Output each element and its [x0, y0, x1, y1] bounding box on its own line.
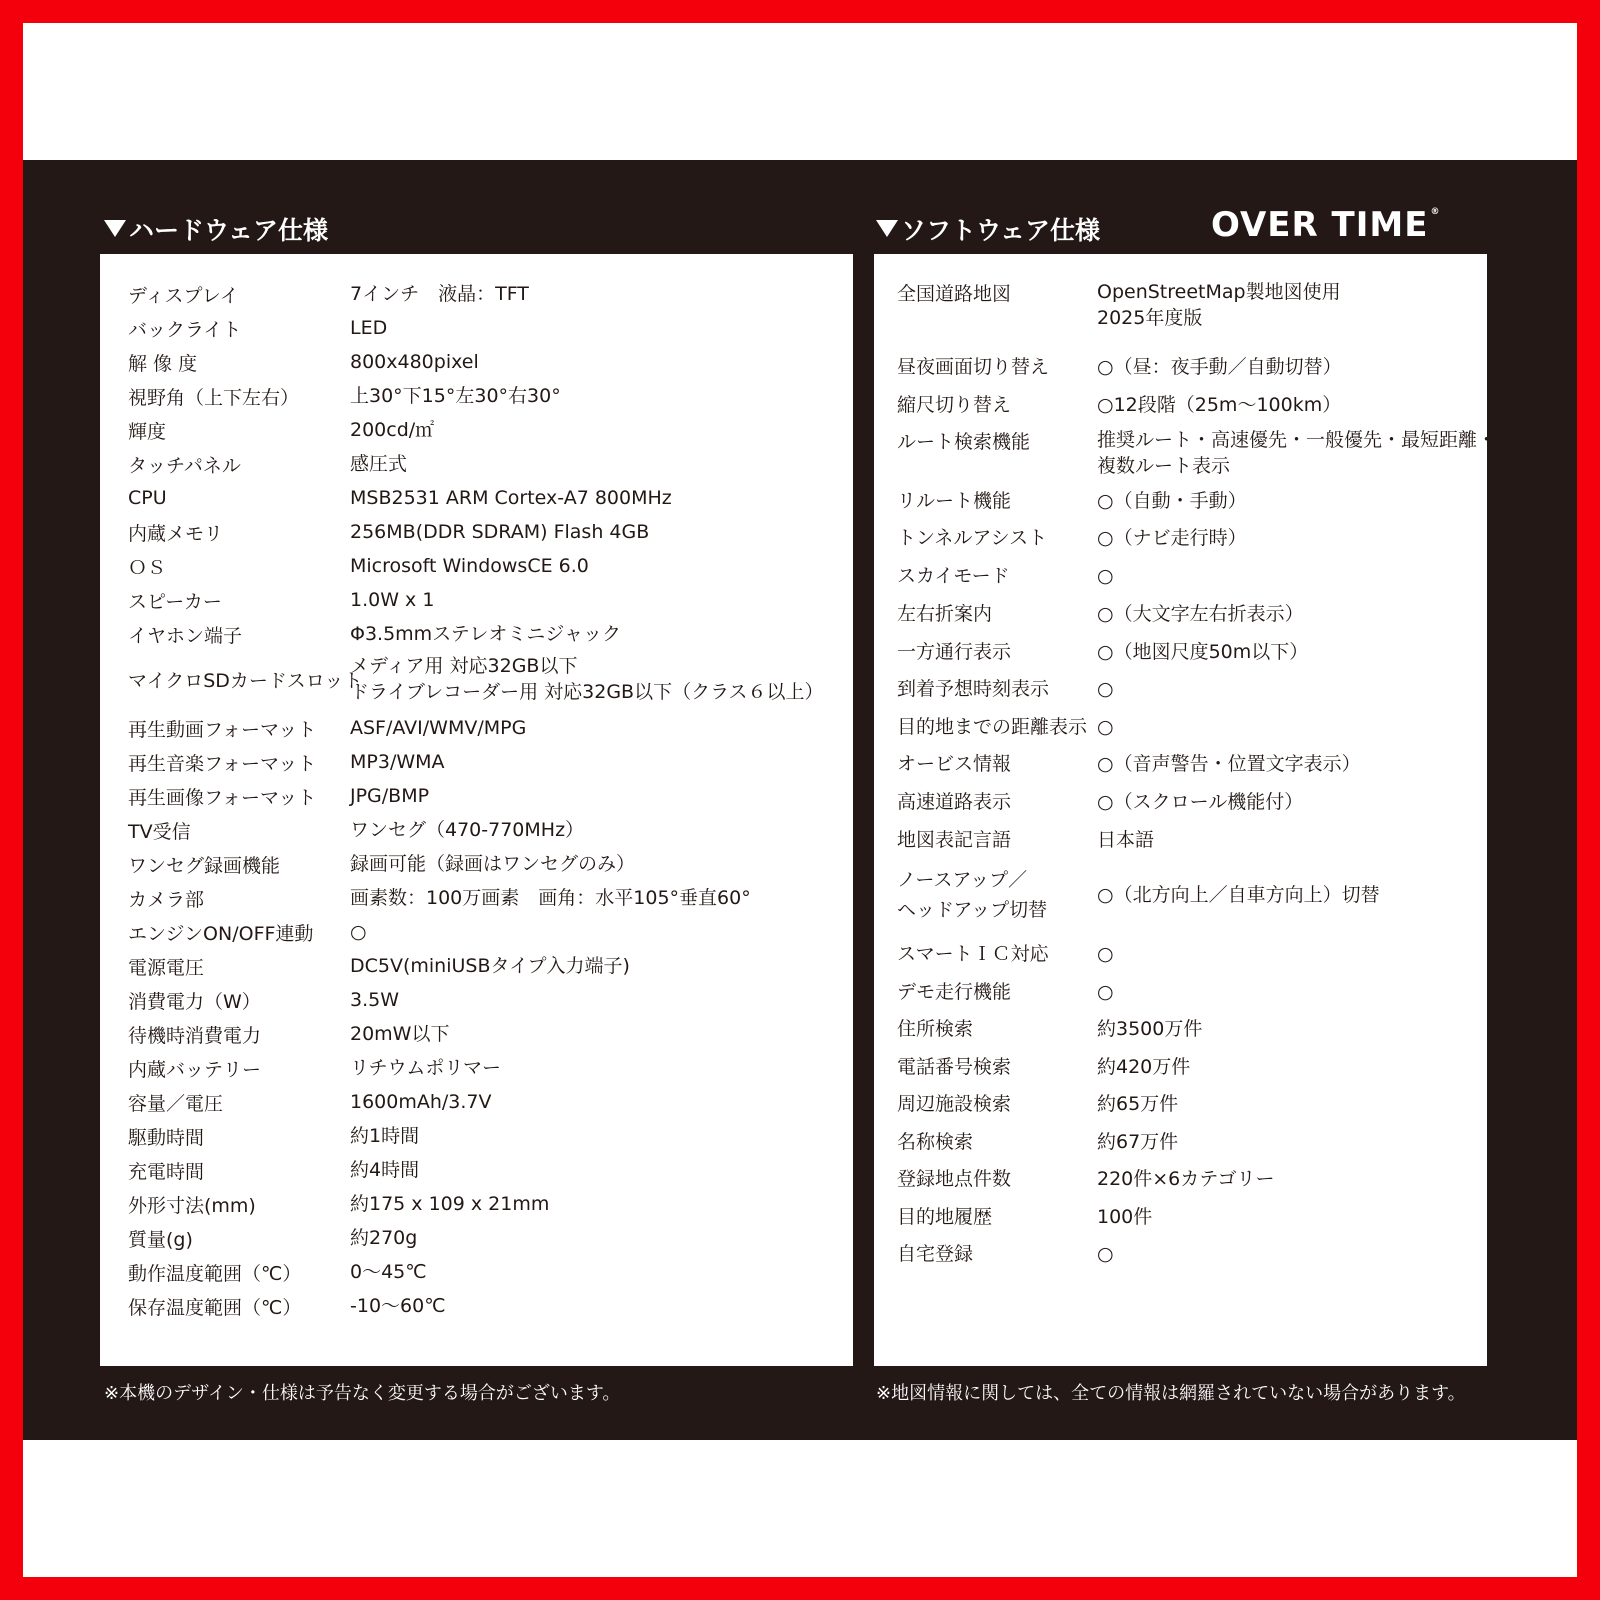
spec-label: 電話番号検索	[897, 1056, 1012, 1078]
spec-label: ディスプレイ	[128, 284, 239, 307]
spec-value: ○（ナビ走行時）	[1097, 527, 1247, 549]
spec-label: 内蔵メモリ	[128, 522, 224, 545]
spec-label: 自宅登録	[897, 1243, 974, 1265]
spec-row	[897, 787, 1303, 817]
spec-value-line2: ドライブレコーダー用 対応32GB以下（クラス６以上）	[350, 681, 824, 703]
spec-label: 動作温度範囲（℃）	[128, 1262, 302, 1285]
spec-label: 住所検索	[897, 1018, 974, 1040]
spec-row	[128, 449, 407, 479]
spec-row	[897, 523, 1247, 553]
spec-label: トンネルアシスト	[897, 527, 1048, 549]
spec-value: 3.5W	[350, 989, 400, 1011]
spec-row	[897, 712, 1114, 742]
spec-row	[128, 815, 584, 845]
spec-row	[897, 599, 1304, 629]
spec-row	[897, 1089, 1178, 1119]
spec-value-group	[350, 653, 824, 705]
spec-value: LED	[350, 317, 388, 339]
spec-value: 推奨ルート・高速優先・一般優先・最短距離・	[1097, 429, 1497, 451]
spec-row	[128, 1121, 419, 1151]
spec-label: 再生画像フォーマット	[128, 786, 317, 809]
spec-value: 感圧式	[350, 453, 408, 475]
spec-value: 20mW以下	[350, 1023, 450, 1045]
spec-label: 保存温度範囲（℃）	[128, 1296, 302, 1319]
spec-value: -10～60℃	[350, 1295, 446, 1317]
spec-row	[897, 674, 1114, 704]
spec-label: ＯＳ	[128, 556, 167, 579]
spec-row	[128, 1019, 449, 1049]
red-frame-right	[1577, 0, 1600, 1600]
spec-row	[897, 279, 1341, 335]
spec-row	[897, 1052, 1190, 1082]
software-section-title	[876, 211, 1100, 247]
spec-value: 1.0W x 1	[350, 589, 435, 611]
spec-value: ○	[350, 921, 367, 943]
spec-label: 一方通行表示	[897, 641, 1012, 663]
spec-label: 地図表記言語	[897, 829, 1012, 851]
spec-value: ワンセグ（470-770MHz）	[350, 819, 585, 841]
red-frame-top	[0, 0, 1600, 23]
spec-label: デモ走行機能	[897, 981, 1012, 1003]
spec-value: 0～45℃	[350, 1261, 427, 1283]
spec-label: スマートＩＣ対応	[897, 943, 1049, 965]
spec-value: Microsoft WindowsCE 6.0	[350, 555, 589, 577]
spec-row	[128, 849, 635, 879]
spec-row	[897, 637, 1308, 667]
spec-row	[128, 1223, 417, 1253]
spec-row	[128, 713, 526, 743]
spec-value: ASF/AVI/WMV/MPG	[350, 717, 527, 739]
spec-value: Φ3.5mmステレオミニジャック	[350, 623, 622, 645]
spec-label: 電源電圧	[128, 956, 205, 979]
spec-row	[128, 1257, 427, 1287]
spec-value: 約4時間	[350, 1159, 420, 1181]
spec-row	[897, 427, 1496, 483]
spec-value-line2: 複数ルート表示	[1097, 455, 1231, 477]
spec-row	[128, 1087, 492, 1117]
spec-value: ○（大文字左右折表示）	[1097, 603, 1304, 625]
spec-label: タッチパネル	[128, 454, 241, 477]
spec-row	[128, 381, 561, 411]
spec-row	[897, 1239, 1114, 1269]
spec-label: エンジンON/OFF連動	[128, 922, 314, 945]
spec-label-line2: ヘッドアップ切替	[897, 899, 1048, 921]
spec-label: 輝度	[128, 420, 167, 443]
spec-value: JPG/BMP	[350, 785, 430, 807]
spec-label-group	[897, 865, 1097, 925]
spec-label: 内蔵バッテリー	[128, 1058, 262, 1081]
spec-label: 縮尺切り替え	[897, 394, 1012, 416]
spec-value: 1600mAh/3.7V	[350, 1091, 492, 1113]
spec-row	[897, 1014, 1202, 1044]
spec-label: 駆動時間	[128, 1126, 205, 1149]
spec-label: リルート機能	[897, 490, 1012, 512]
spec-value: 約420万件	[1097, 1056, 1191, 1078]
spec-row	[897, 1127, 1178, 1157]
spec-row	[128, 747, 445, 777]
spec-label: 容量／電圧	[128, 1092, 224, 1115]
spec-row	[897, 825, 1154, 855]
spec-value: ○	[1097, 716, 1114, 738]
hardware-title-text: ハードウェア仕様	[129, 216, 329, 245]
spec-row	[128, 551, 589, 581]
spec-value: 220件×6カテゴリー	[1097, 1168, 1275, 1190]
triangle-down-icon	[876, 220, 898, 237]
spec-value: OpenStreetMap製地図使用	[1097, 281, 1341, 303]
spec-value: ○（スクロール機能付）	[1097, 791, 1304, 813]
spec-value: 7インチ 液晶：TFT	[350, 283, 529, 305]
spec-label: 解 像 度	[128, 352, 198, 375]
spec-row	[128, 585, 434, 615]
spec-value: 約175 x 109 x 21mm	[350, 1193, 550, 1215]
spec-row	[897, 939, 1114, 969]
spec-value: 約67万件	[1097, 1131, 1179, 1153]
spec-value: ○	[1097, 1243, 1114, 1265]
spec-label: 昼夜画面切り替え	[897, 356, 1050, 378]
spec-row	[128, 917, 367, 947]
spec-label: 質量(g)	[128, 1228, 193, 1251]
spec-row	[128, 313, 387, 343]
over-time-logo	[1211, 205, 1440, 245]
spec-row	[128, 347, 479, 377]
spec-value: ○（北方向上／自車方向上）切替	[1097, 884, 1380, 906]
spec-row	[897, 1202, 1152, 1232]
red-frame-bottom	[0, 1577, 1600, 1600]
spec-value: 約1時間	[350, 1125, 420, 1147]
spec-label: ノースアップ／	[897, 869, 1028, 891]
spec-label: 周辺施設検索	[897, 1093, 1012, 1115]
spec-value: リチウムポリマー	[350, 1057, 502, 1079]
spec-label: 待機時消費電力	[128, 1024, 262, 1047]
triangle-down-icon	[104, 220, 126, 237]
spec-label: マイクロSDカードスロット	[128, 669, 363, 692]
spec-value: ○12段階（25m～100km）	[1097, 394, 1342, 416]
spec-value: 200cd/㎡	[350, 419, 435, 441]
spec-label: オービス情報	[897, 753, 1012, 775]
spec-row	[128, 517, 649, 547]
spec-row	[128, 415, 434, 445]
logo-text: OVER TIME	[1211, 205, 1429, 245]
spec-value: 上30°下15°左30°右30°	[350, 385, 561, 407]
spec-label: ワンセグ録画機能	[128, 854, 281, 877]
spec-row	[128, 781, 429, 811]
spec-row	[897, 352, 1342, 382]
spec-value: ○（音声警告・位置文字表示）	[1097, 753, 1361, 775]
spec-value: MSB2531 ARM Cortex-A7 800MHz	[350, 487, 672, 509]
spec-row	[897, 977, 1114, 1007]
spec-value: ○	[1097, 943, 1114, 965]
spec-value-group	[1097, 427, 1496, 479]
hardware-spec-panel	[100, 254, 853, 1366]
spec-label: 外形寸法(mm)	[128, 1194, 256, 1217]
spec-value: 録画可能（録画はワンセグのみ）	[350, 853, 636, 875]
spec-label: 目的地履歴	[897, 1206, 993, 1228]
spec-value-group	[1097, 279, 1341, 331]
spec-label: TV受信	[128, 820, 191, 843]
spec-value: 800x480pixel	[350, 351, 479, 373]
spec-label: スカイモード	[897, 565, 1010, 587]
hardware-section-title	[104, 211, 328, 247]
spec-label: カメラ部	[128, 888, 205, 911]
software-title-text: ソフトウェア仕様	[901, 216, 1101, 245]
spec-row	[128, 279, 529, 309]
spec-row	[128, 483, 672, 513]
spec-row	[128, 883, 751, 913]
spec-label: 再生動画フォーマット	[128, 718, 317, 741]
spec-value: ○（昼：夜手動／自動切替）	[1097, 356, 1342, 378]
spec-row	[897, 749, 1361, 779]
spec-label: バックライト	[128, 318, 242, 341]
spec-value: 256MB(DDR SDRAM) Flash 4GB	[350, 521, 650, 543]
spec-row	[128, 619, 621, 649]
spec-value: 約65万件	[1097, 1093, 1179, 1115]
spec-label: 名称検索	[897, 1131, 974, 1153]
hardware-disclaimer: ※本機のデザイン・仕様は予告なく変更する場合がございます。	[104, 1383, 621, 1404]
spec-label: 視野角（上下左右）	[128, 386, 300, 409]
software-disclaimer: ※地図情報に関しては、全ての情報は網羅されていない場合があります。	[876, 1383, 1466, 1404]
spec-row	[128, 1189, 549, 1219]
spec-value: 日本語	[1097, 829, 1155, 851]
spec-row	[897, 1164, 1275, 1194]
spec-row	[897, 486, 1247, 516]
spec-row	[128, 1053, 501, 1083]
spec-label: 消費電力（W）	[128, 990, 261, 1013]
spec-value: MP3/WMA	[350, 751, 445, 773]
spec-label: 到着予想時刻表示	[897, 678, 1050, 700]
spec-value: ○	[1097, 565, 1114, 587]
spec-value-line2: 2025年度版	[1097, 307, 1203, 329]
spec-label: 登録地点件数	[897, 1168, 1012, 1190]
spec-label: CPU	[128, 487, 167, 509]
spec-label: 再生音楽フォーマット	[128, 752, 317, 775]
spec-value: ○	[1097, 981, 1114, 1003]
registered-mark: ®	[1430, 207, 1441, 217]
spec-label: 高速道路表示	[897, 791, 1012, 813]
spec-row	[128, 652, 824, 706]
spec-label: ルート検索機能	[897, 431, 1031, 453]
red-frame-left	[0, 0, 23, 1600]
spec-label: 目的地までの距離表示	[897, 716, 1088, 738]
spec-label: 左右折案内	[897, 603, 993, 625]
spec-value: DC5V(miniUSBタイプ入力端子)	[350, 955, 630, 977]
spec-value: ○（自動・手動）	[1097, 490, 1247, 512]
spec-label: スピーカー	[128, 590, 222, 613]
spec-label: 全国道路地図	[897, 283, 1012, 305]
spec-label: イヤホン端子	[128, 624, 243, 647]
spec-value: ○（地図尺度50m以下）	[1097, 641, 1309, 663]
spec-value: 100件	[1097, 1206, 1153, 1228]
spec-row	[897, 561, 1114, 591]
software-spec-panel	[874, 254, 1497, 1366]
spec-row	[128, 985, 399, 1015]
spec-row	[128, 1155, 419, 1185]
spec-value: 約270g	[350, 1227, 418, 1249]
spec-value: メディア用 対応32GB以下	[350, 655, 578, 677]
spec-row	[128, 1291, 446, 1321]
spec-row	[897, 865, 1380, 925]
spec-value: 画素数：100万画素 画角：水平105°垂直60°	[350, 887, 751, 909]
spec-value: 約3500万件	[1097, 1018, 1203, 1040]
spec-value: ○	[1097, 678, 1114, 700]
spec-row	[128, 951, 630, 981]
spec-label: 充電時間	[128, 1160, 205, 1183]
spec-row	[897, 390, 1341, 420]
